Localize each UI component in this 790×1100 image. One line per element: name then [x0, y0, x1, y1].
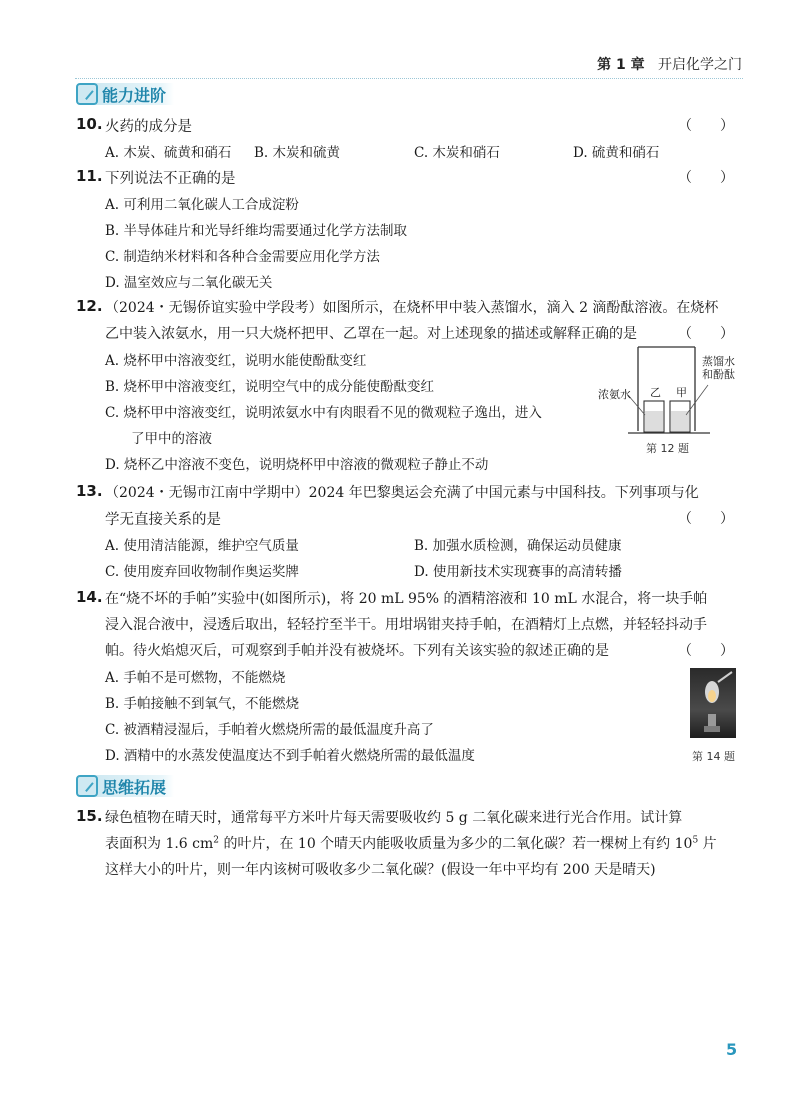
option-b: B. 半导体硅片和光导纤维均需要通过化学方法制取 [105, 223, 408, 239]
option-a: A. 手帕不是可燃物，不能燃烧 [105, 670, 286, 686]
option-a: A. 木炭、硫黄和硝石 [105, 145, 232, 161]
option-c-line2: 了甲中的溶液 [131, 431, 212, 447]
section-title: 能力进阶 [96, 83, 174, 105]
label-phenolphthalein: 和酚酞 [702, 368, 735, 381]
figure-caption: 第 12 题 [646, 442, 689, 455]
question-text-line3: 这样大小的叶片，则一年内该树可吸收多少二氧化碳？(假设一年中平均有 200 天是晴天) [105, 862, 656, 878]
running-header [597, 54, 742, 74]
question-number: 12. [76, 297, 103, 315]
option-d: D. 温室效应与二氧化碳无关 [105, 275, 273, 291]
option-c: C. 被酒精浸湿后，手帕着火燃烧所需的最低温度升高了 [105, 722, 434, 738]
answer-blank: （ ） [678, 643, 734, 659]
question-number: 10. [76, 115, 103, 133]
chapter-number: 第 1 章 [597, 57, 645, 73]
question-text-line2: 浸入混合液中，浸透后取出，轻轻拧至半干。用坩埚钳夹持手帕，在酒精灯上点燃，并轻轻抖动手 [105, 617, 707, 633]
answer-blank: （ ） [678, 118, 734, 134]
section-title: 思维拓展 [96, 775, 174, 797]
option-c-line1: C. 烧杯甲中溶液变红，说明浓氨水中有肉眼看不见的微观粒子逸出，进入 [105, 405, 542, 421]
question-text-line1: （2024・无锡市江南中学期中）2024 年巴黎奥运会充满了中国元素与中国科技。下列事项与化 [105, 485, 699, 501]
question-number: 14. [76, 588, 103, 606]
label-beaker-b: 乙 [650, 386, 661, 399]
question-text-line1: （2024・无锡侨谊实验中学段考）如图所示，在烧杯甲中装入蒸馏水，滴入 2 滴酚酞溶液。在烧杯 [105, 300, 719, 316]
flame-image [690, 668, 736, 738]
option-b: B. 加强水质检测，确保运动员健康 [414, 538, 622, 554]
label-ammonia: 浓氨水 [598, 388, 631, 401]
question-number: 13. [76, 482, 103, 500]
option-a: A. 可利用二氧化碳人工合成淀粉 [105, 197, 299, 213]
pencil-icon [76, 83, 98, 105]
chapter-title: 开启化学之门 [658, 57, 742, 73]
superscript-2: 2 [213, 835, 220, 846]
option-a: A. 烧杯甲中溶液变红，说明水能使酚酞变红 [105, 353, 367, 369]
label-beaker-a: 甲 [676, 386, 687, 399]
header-divider [75, 78, 743, 79]
question-text: 下列说法不正确的是 [105, 171, 236, 187]
answer-blank: （ ） [678, 170, 734, 186]
handkerchief-photo [690, 668, 736, 738]
option-b: B. 木炭和硫黄 [254, 145, 341, 161]
question-text: 火药的成分是 [105, 119, 192, 135]
figure-caption: 第 14 题 [692, 750, 735, 763]
option-c: C. 使用废弃回收物制作奥运奖牌 [105, 564, 299, 580]
question-number: 11. [76, 167, 103, 185]
line2-part3: 片 [698, 836, 717, 852]
question-text-line2 [105, 833, 717, 853]
option-b: B. 手帕接触不到氧气，不能燃烧 [105, 696, 300, 712]
answer-blank: （ ） [678, 326, 734, 342]
section-ability [76, 80, 174, 108]
page-number: 5 [726, 1040, 738, 1059]
option-d: D. 使用新技术实现赛事的高清转播 [414, 564, 622, 580]
option-c: C. 制造纳米材料和各种合金需要应用化学方法 [105, 249, 380, 265]
question-text-line1: 在“烧不坏的手帕”实验中(如图所示)，将 20 mL 95% 的酒精溶液和 10 mL 水混合，将一块手帕 [105, 591, 708, 607]
option-a: A. 使用清洁能源，维护空气质量 [105, 538, 299, 554]
question-text-line2: 学无直接关系的是 [105, 512, 221, 528]
option-d: D. 硫黄和硝石 [573, 145, 660, 161]
option-d: D. 烧杯乙中溶液不变色，说明烧杯甲中溶液的微观粒子静止不动 [105, 457, 489, 473]
question-number: 15. [76, 807, 103, 825]
option-b: B. 烧杯甲中溶液变红，说明空气中的成分能使酚酞变红 [105, 379, 435, 395]
superscript-5: 5 [692, 835, 699, 846]
label-water: 蒸馏水 [702, 355, 735, 368]
option-d: D. 酒精中的水蒸发使温度达不到手帕着火燃烧所需的最低温度 [105, 748, 475, 764]
question-text-line3: 帕。待火焰熄灭后，可观察到手帕并没有被烧坏。下列有关该实验的叙述正确的是 [105, 643, 609, 659]
question-text-line2: 乙中装入浓氨水，用一只大烧杯把甲、乙罩在一起。对上述现象的描述或解释正确的是 [105, 326, 637, 342]
pencil-icon [76, 775, 98, 797]
question-text-line1: 绿色植物在晴天时，通常每平方米叶片每天需要吸收约 5 g 二氧化碳来进行光合作用。试计算 [105, 810, 683, 826]
line2-part1: 表面积为 1.6 cm [105, 836, 214, 852]
answer-blank: （ ） [678, 511, 734, 527]
section-extension [76, 772, 174, 800]
option-c: C. 木炭和硝石 [414, 145, 500, 161]
line2-part2: 的叶片，在 10 个晴天内能吸收质量为多少的二氧化碳？若一棵树上有约 10 [219, 836, 693, 852]
